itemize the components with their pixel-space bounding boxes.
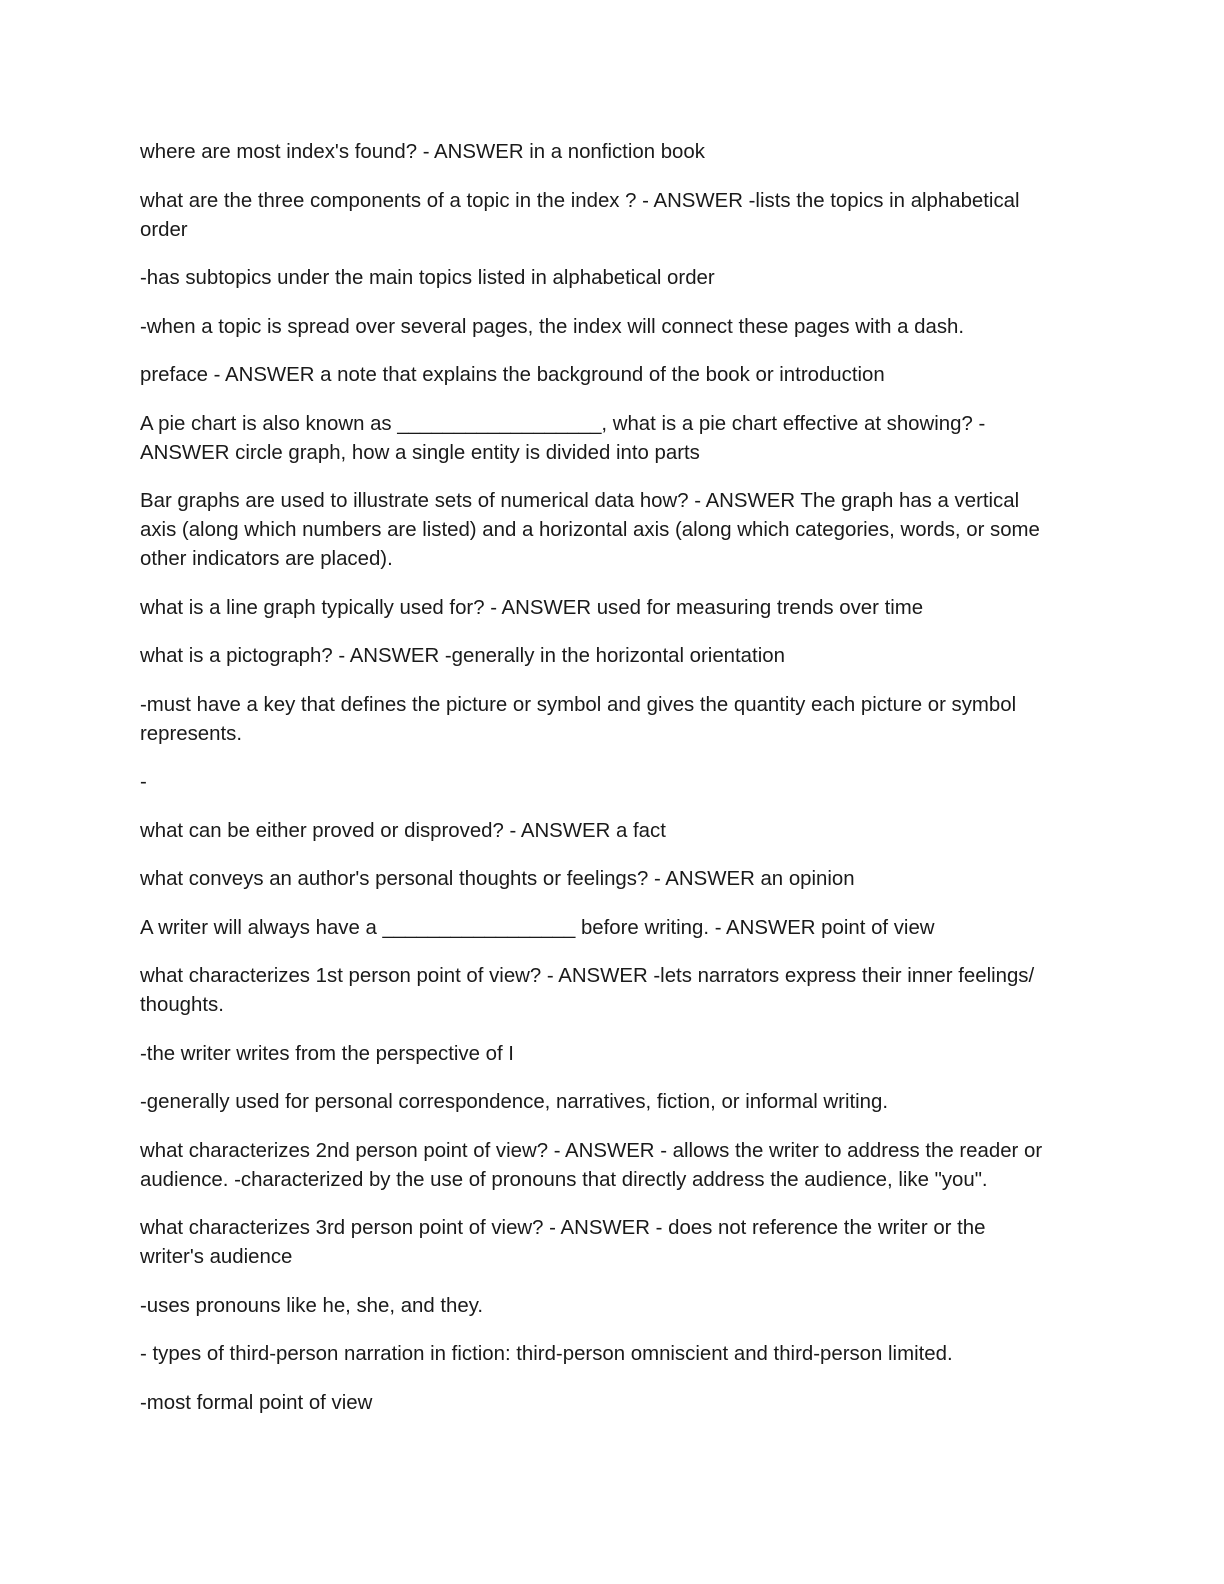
paragraph: what is a line graph typically used for? - ANSWER used for measuring trends over time [140, 596, 924, 619]
paragraph: what characterizes 3rd person point of view? - ANSWER - does not reference the writer or the writer's audience [140, 1217, 992, 1268]
paragraph: what can be either proved or disproved? - ANSWER a fact [140, 819, 666, 842]
paragraph: A writer will always have a _________________ before writing. - ANSWER point of view [140, 916, 935, 939]
paragraph: -has subtopics under the main topics listed in alphabetical order [140, 267, 715, 289]
paragraph: -uses pronouns like he, she, and they. [140, 1294, 484, 1317]
paragraph: -must have a key that defines the picture or symbol and gives the quantity each picture or symbol represents. [140, 693, 1022, 745]
paragraph: -generally used for personal correspondence, narratives, fiction, or informal writing. [140, 1091, 889, 1113]
paragraph: A pie chart is also known as __________________, what is a pie chart effective at showing? - ANSWER circle graph, how a single entity is divided into parts [140, 412, 990, 464]
paragraph: what are the three components of a topic in the index ? - ANSWER -lists the topics in alphabetical order [140, 189, 1026, 241]
paragraph: - [140, 771, 147, 793]
paragraph: what characterizes 2nd person point of view? - ANSWER - allows the writer to address the reader or audience. -characterized by the use of pronouns that directly address the audience, like "you". [140, 1139, 1048, 1191]
document-body [140, 138, 1055, 1437]
paragraph: -when a topic is spread over several pages, the index will connect these pages with a dash. [140, 315, 965, 338]
paragraph: what is a pictograph? - ANSWER -generally in the horizontal orientation [140, 645, 785, 667]
paragraph: what characterizes 1st person point of view? - ANSWER -lets narrators express their inner feelings/ thoughts. [140, 965, 1040, 1016]
paragraph: preface - ANSWER a note that explains the background of the book or introduction [140, 364, 885, 386]
paragraph: what conveys an author's personal thoughts or feelings? - ANSWER an opinion [140, 868, 855, 890]
paragraph: where are most index's found? - ANSWER in a nonfiction book [140, 141, 705, 163]
paragraph: Bar graphs are used to illustrate sets of numerical data how? - ANSWER The graph has a vertical axis (along which numbers are listed) and a horizontal axis (along which categories, words, or some other indicators are placed). [140, 490, 1046, 570]
paragraph: -most formal point of view [140, 1391, 373, 1414]
paragraph: - types of third-person narration in fiction: third-person omniscient and third-person limited. [140, 1343, 953, 1365]
paragraph: -the writer writes from the perspective of I [140, 1042, 514, 1065]
